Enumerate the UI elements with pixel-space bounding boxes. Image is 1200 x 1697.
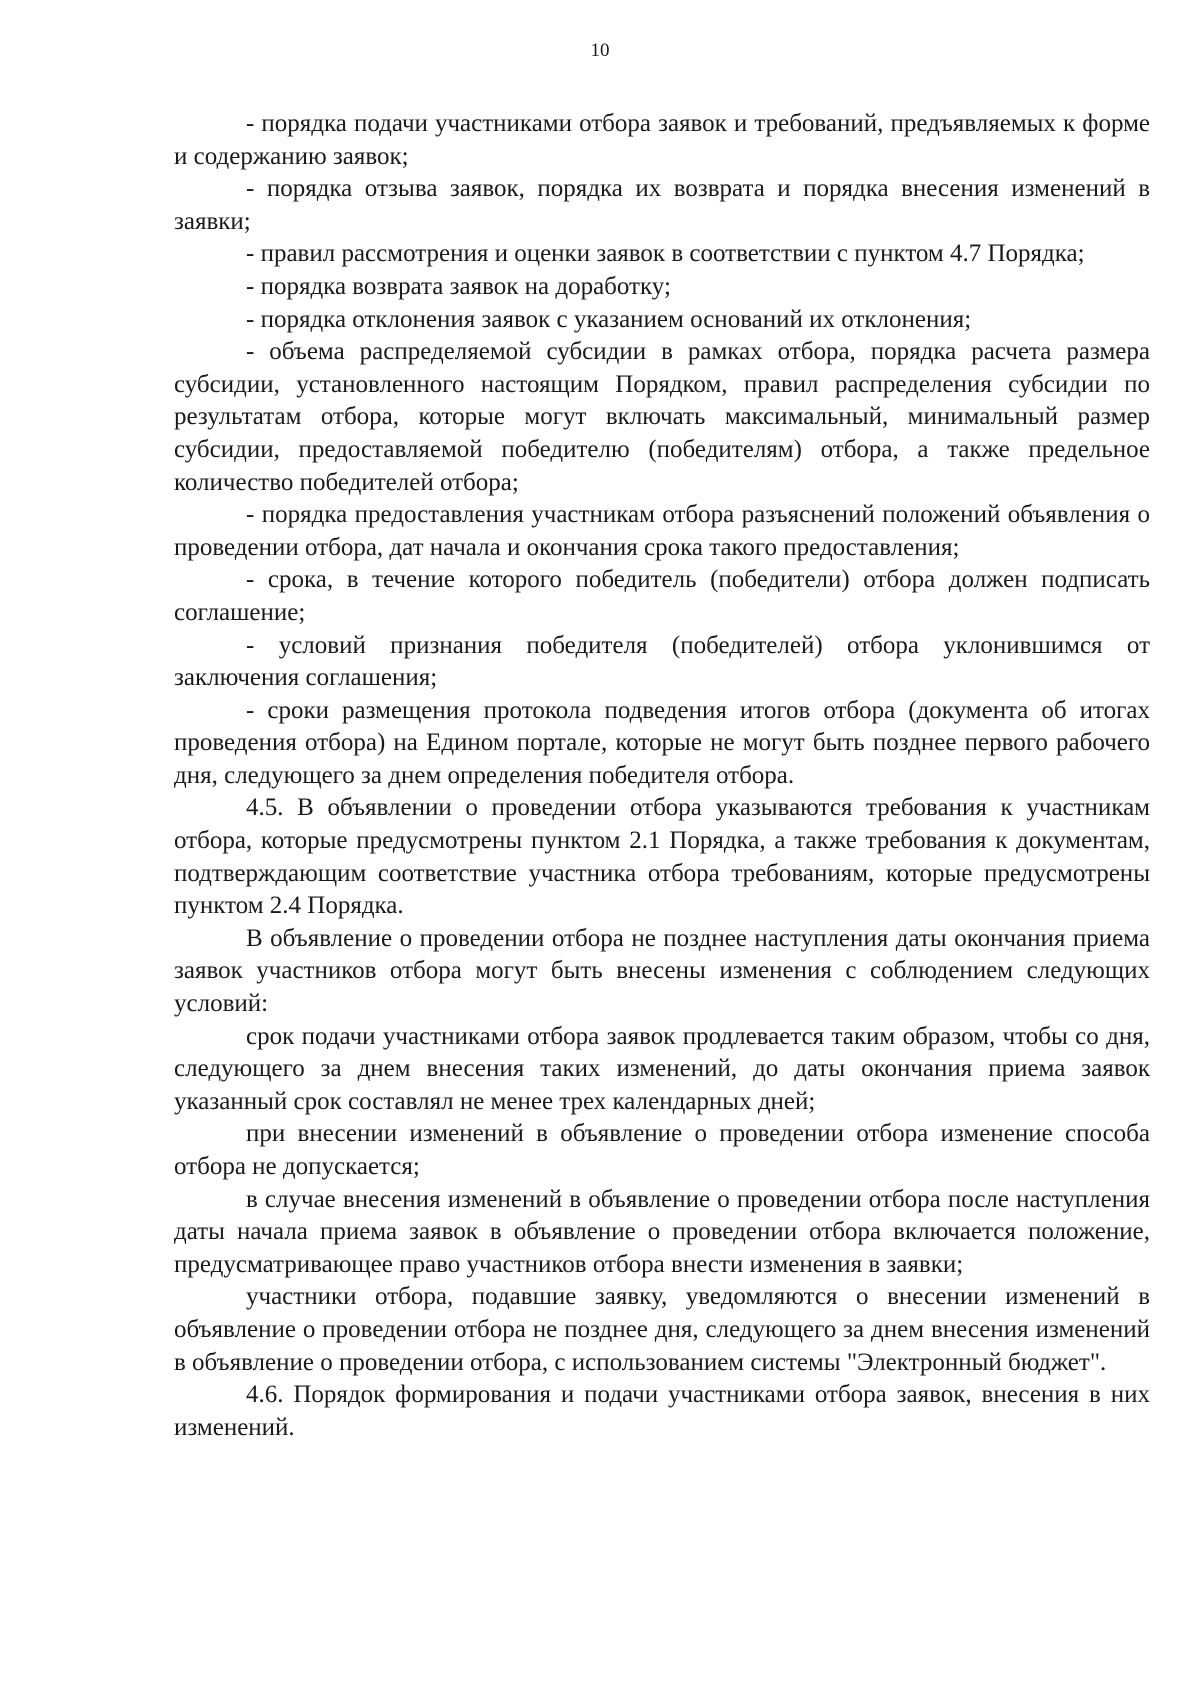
paragraph: - условий признания победителя (победителей) отбора уклонившимся от заключения соглашения;	[174, 631, 1150, 692]
paragraph: 4.5. В объявлении о проведении отбора указываются требования к участникам отбора, которые предусмотрены пунктом 2.1 Порядка, а также требования к документам, подтверждающим соответствие участника отбора требованиям, которые предусмотрены пунктом 2.4 Порядка.	[174, 794, 1150, 920]
paragraph: 4.6. Порядок формирования и подачи участниками отбора заявок, внесения в них изменений.	[174, 1381, 1150, 1441]
paragraph: - правил рассмотрения и оценки заявок в соответствии с пунктом 4.7 Порядка;	[246, 240, 1085, 268]
paragraph: - порядка отзыва заявок, порядка их возврата и порядка внесения изменений в заявки;	[174, 175, 1150, 235]
paragraph: - объема распределяемой субсидии в рамках отбора, порядка расчета размера субсидии, установленного настоящим Порядком, правил распределения субсидии по результатам отбора, которые могут включать максимальный, минимальный размер субсидии, предоставляемой победителю (победителям) отбора, а также предельное количество победителей отбора;	[174, 338, 1150, 496]
paragraph: - срока, в течение которого победитель (победители) отбора должен подписать соглашение;	[174, 566, 1150, 626]
paragraph: - порядка возврата заявок на доработку;	[246, 272, 671, 300]
paragraph: срок подачи участниками отбора заявок продлевается таким образом, чтобы со дня, следующего за днем внесения таких изменений, до даты окончания приема заявок указанный срок составлял не менее трех календарных дней;	[174, 1022, 1150, 1115]
paragraph: при внесении изменений в объявление о проведении отбора изменение способа отбора не допускается;	[174, 1120, 1150, 1180]
paragraph: участники отбора, подавшие заявку, уведомляются о внесении изменений в объявление о проведении отбора не позднее дня, следующего за днем внесения изменений в объявление о проведении отбора, с использованием системы "Электронный бюджет".	[174, 1283, 1150, 1376]
paragraph: - порядка предоставления участникам отбора разъяснений положений объявления о проведении отбора, дат начала и окончания срока такого предоставления;	[174, 501, 1150, 561]
paragraph: - порядка подачи участниками отбора заявок и требований, предъявляемых к форме и содержанию заявок;	[174, 110, 1150, 170]
paragraph: - сроки размещения протокола подведения итогов отбора (документа об итогах проведения отбора) на Едином портале, которые не могут быть позднее первого рабочего дня, следующего за днем определения победителя отбора.	[174, 696, 1150, 789]
paragraph: в случае внесения изменений в объявление о проведении отбора после наступления даты начала приема заявок в объявление о проведении отбора включается положение, предусматривающее право участников отбора внести изменения в заявки;	[174, 1185, 1150, 1278]
paragraph: В объявление о проведении отбора не позднее наступления даты окончания приема заявок участников отбора могут быть внесены изменения с соблюдением следующих условий:	[174, 924, 1150, 1018]
page-number: 10	[590, 40, 610, 61]
paragraph: - порядка отклонения заявок с указанием оснований их отклонения;	[246, 305, 972, 333]
document-body	[174, 108, 1150, 1444]
